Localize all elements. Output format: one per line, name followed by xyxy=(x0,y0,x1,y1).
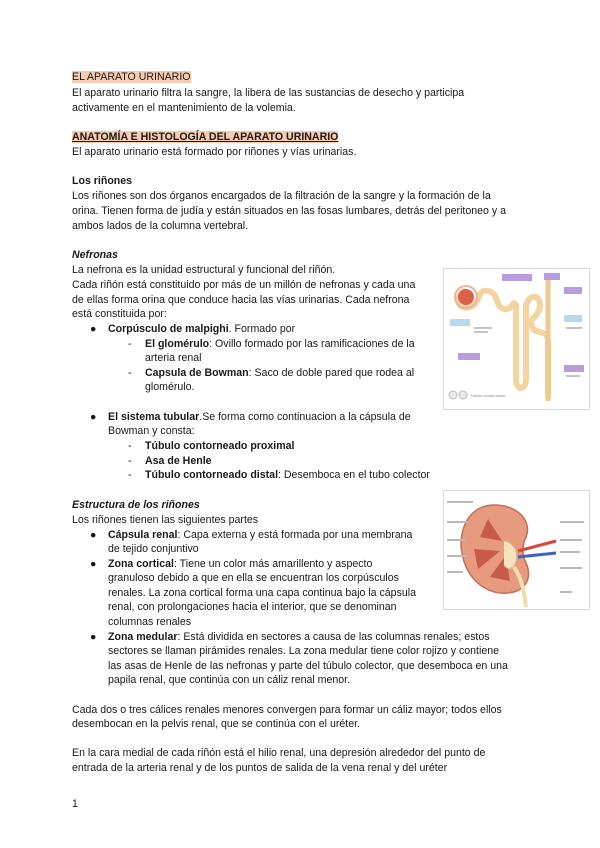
nephron-illustration xyxy=(444,269,589,409)
medular-cont-1: sectores se llaman pirámides renales. La zona medular tiene color rojizo y contiene xyxy=(108,645,499,657)
tub-distal-item: Túbulo contorneado distal: Desemboca en el tubo colector xyxy=(145,469,430,481)
nefronas-line-4: está constituida por: xyxy=(72,308,167,320)
nefronas-line-3: de ellas forma orina que conduce hacia las vías urinarias. Cada nefrona xyxy=(72,294,410,306)
label-tag-top xyxy=(502,274,532,281)
label-tag xyxy=(544,273,560,280)
tubular-item: El sistema tubular.Se forma como continuacion a la cápsula de xyxy=(108,411,411,423)
label-line xyxy=(447,555,467,557)
nefronas-heading: Nefronas xyxy=(72,249,118,261)
dash-marker: - xyxy=(128,338,132,350)
cortical-item: Zona cortical: Tiene un color más amarillento y aspecto xyxy=(108,558,373,570)
estructura-heading: Estructura de los riñones xyxy=(72,499,200,511)
glomerulo-item: El glomérulo: Ovillo formado por las ramificaciones de la xyxy=(145,338,415,350)
label-tag xyxy=(564,365,584,372)
page-number: 1 xyxy=(72,798,78,810)
section-heading: ANATOMÍA E HISTOLOGÍA DEL APARATO URINARIO xyxy=(72,131,339,143)
capsula-cont: de tejido conjuntivo xyxy=(108,543,199,555)
nefronas-line-2: Cada riñón está constituido por más de un millón de nefronas y cada una xyxy=(72,279,416,291)
label-line xyxy=(560,551,580,553)
section-text: El aparato urinario está formado por riñones y vías urinarias. xyxy=(72,146,357,158)
kidney-diagram xyxy=(443,490,590,610)
label-tag xyxy=(564,315,582,322)
rinones-line-2: orina. Tienen forma de judía y están situados en las fosas lumbares, detrás del peritoneo y a xyxy=(72,205,507,217)
label-tag xyxy=(450,319,470,326)
label-tag xyxy=(564,287,582,294)
kidney-illustration xyxy=(444,491,589,609)
label-tag xyxy=(458,353,480,360)
label-line xyxy=(447,571,463,573)
asa-henle-item: Asa de Henle xyxy=(145,455,212,467)
cortical-cont-1: granuloso debido a que en ella se encuentran los corpúsculos xyxy=(108,572,399,584)
corpusculo-item: Corpúsculo de malpighi. Formado por xyxy=(108,323,296,335)
bullet-dot: ● xyxy=(90,323,97,335)
label-line xyxy=(560,591,572,593)
document-title: EL APARATO URINARIO xyxy=(72,71,191,83)
rinones-line-3: ambos lados de la columna vertebral. xyxy=(72,220,249,232)
tub-proximal-item: Túbulo contorneado proximal xyxy=(145,440,295,452)
bullet-dot: ● xyxy=(90,631,97,643)
hilio-line-1: En la cara medial de cada riñón está el hilio renal, una depresión alrededor del punto de xyxy=(72,747,486,759)
dash-marker: - xyxy=(128,455,132,467)
label-line xyxy=(566,327,582,329)
rinones-heading: Los riñones xyxy=(72,175,133,187)
label-line xyxy=(474,327,492,329)
dash-marker: - xyxy=(128,469,132,481)
label-line xyxy=(447,539,465,541)
label-line xyxy=(474,331,488,333)
logo-icon xyxy=(449,391,457,399)
cortical-cont-2: renales. La zona cortical forma una capa continua bajo la cápsula xyxy=(108,587,416,599)
calices-line-2: desembocan en la pelvis renal, que se continúa con el uréter. xyxy=(72,718,360,730)
dash-marker: - xyxy=(128,440,132,452)
medular-cont-2: las asas de Henle de las nefronas y parte del túbulo colector, que desemboca en una xyxy=(108,660,508,672)
label-line xyxy=(560,521,584,523)
figure-caption: Túbulo contorneado xyxy=(470,393,506,398)
tubular-cont: Bowman y consta: xyxy=(108,425,195,437)
glomerulo-cont: arteria renal xyxy=(145,352,202,364)
nefronas-line-1: La nefrona es la unidad estructural y funcional del riñón. xyxy=(72,264,336,276)
bowman-item: Capsula de Bowman: Saco de doble pared que rodea al xyxy=(145,367,415,379)
cortical-cont-4: columnas renales xyxy=(108,616,192,628)
intro-line-1: El aparato urinario filtra la sangre, la libera de las sustancias de desecho y participa xyxy=(72,87,465,99)
estructura-intro: Los riñones tienen las siguientes partes xyxy=(72,514,259,526)
label-line xyxy=(447,521,469,523)
capsula-item: Cápsula renal: Capa externa y está formada por una membrana xyxy=(108,529,413,541)
label-line xyxy=(566,375,580,377)
rinones-line-1: Los riñones son dos órganos encargados de la filtración de la sangre y la formación de la xyxy=(72,190,491,202)
label-line xyxy=(560,539,582,541)
intro-line-2: activamente en el mantenimiento de la volemia. xyxy=(72,102,296,114)
cortical-cont-3: renal, con prolongaciones hacia el interior, que se denominan xyxy=(108,601,397,613)
bullet-dot: ● xyxy=(90,529,97,541)
calices-line-1: Cada dos o tres cálices renales menores convergen para formar un cáliz mayor; todos ellos xyxy=(72,704,502,716)
dash-marker: - xyxy=(128,367,132,379)
medular-cont-3: papila renal, que continúa con un cáliz renal menor. xyxy=(108,674,351,686)
glomerulus-shape xyxy=(458,289,474,305)
label-line xyxy=(447,501,473,503)
medular-item: Zona medular: Está dividida en sectores a causa de las columnas renales; estos xyxy=(108,631,490,643)
logo-icon xyxy=(459,391,467,399)
label-line xyxy=(560,567,582,569)
bullet-dot: ● xyxy=(90,411,97,423)
hilio-line-2: entrada de la arteria renal y de los puntos de salida de la vena renal y del uréter xyxy=(72,762,448,774)
bullet-dot: ● xyxy=(90,558,97,570)
nephron-diagram xyxy=(443,268,590,410)
bowman-cont: glomérulo. xyxy=(145,381,195,393)
